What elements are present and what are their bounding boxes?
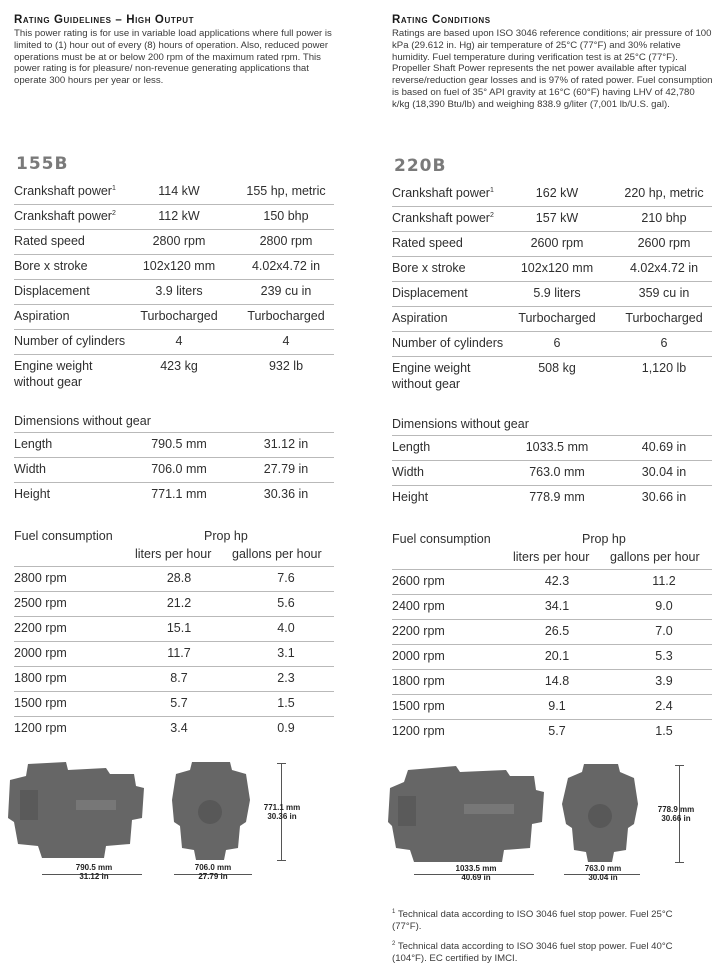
table-row: Displacement 3.9 liters 239 cu in (14, 280, 334, 305)
table-row: Height 778.9 mm 30.66 in (392, 490, 687, 504)
table-row: 2500 rpm 21.2 5.6 (14, 592, 334, 617)
table-row: 1800 rpm 14.8 3.9 (392, 670, 712, 695)
table-row: Bore x stroke 102x120 mm 4.02x4.72 in (392, 257, 712, 282)
specs-table-155b (14, 180, 334, 397)
table-row: Bore x stroke 102x120 mm 4.02x4.72 in (14, 255, 334, 280)
table-row: Engine weight without gear 508 kg 1,120 lb (392, 361, 687, 391)
height-dimension-label: 778.9 mm 30.66 in (657, 805, 695, 823)
dimensions-table-220b (392, 435, 712, 510)
model-title-155b: 155B (16, 154, 69, 174)
dimensions-title-155b: Dimensions without gear (14, 414, 151, 428)
width-dimension-label: 763.0 mm 30.04 in (584, 864, 622, 882)
table-row: Length 1033.5 mm 40.69 in (392, 436, 712, 461)
table-row: 2400 rpm 34.1 9.0 (392, 595, 712, 620)
table-row: Crankshaft power$^2$ 112 kW 150 bhp (14, 205, 334, 230)
table-row: Rated speed 2600 rpm 2600 rpm (392, 232, 712, 257)
table-row: 1800 rpm 8.7 2.3 (14, 667, 334, 692)
table-row: 2200 rpm 26.5 7.0 (392, 620, 712, 645)
engine-side-view-image (6, 760, 146, 860)
engine-diagram-155b (6, 758, 336, 888)
height-dimension-label: 771.1 mm 30.36 in (263, 803, 301, 821)
table-row: Height 771.1 mm 30.36 in (14, 487, 309, 501)
table-row: Engine weight without gear 423 kg 932 lb (14, 359, 304, 389)
model-title-220b: 220B (394, 156, 447, 176)
fuel-table-155b (14, 566, 334, 741)
length-dimension-label: 1033.5 mm 40.69 in (455, 864, 497, 882)
length-dimension-label: 790.5 mm 31.12 in (75, 863, 113, 881)
table-row: Crankshaft power$^1$ 162 kW 220 hp, metric (392, 182, 712, 207)
table-row: Width 763.0 mm 30.04 in (392, 461, 712, 486)
table-row: 2600 rpm 42.3 11.2 (392, 570, 712, 595)
table-row: 1200 rpm 3.4 0.9 (14, 721, 295, 735)
table-row: 1500 rpm 5.7 1.5 (14, 692, 334, 717)
table-row: 1200 rpm 5.7 1.5 (392, 724, 673, 738)
table-row: Aspiration Turbocharged Turbocharged (392, 307, 712, 332)
table-row: Width 706.0 mm 27.79 in (14, 458, 334, 483)
specs-table-220b (392, 182, 712, 399)
footnote-2: $^2$ Technical data according to ISO 3046 fuel stop power. Fuel 40°C (104°F). EC certified by IMCI. (392, 941, 673, 965)
engine-diagram-220b (386, 760, 716, 890)
table-row: Displacement 5.9 liters 359 cu in (392, 282, 712, 307)
table-row: 2000 rpm 11.7 3.1 (14, 642, 334, 667)
rating-conditions-title: Rating Conditions (392, 14, 491, 26)
rating-conditions-text: Ratings are based upon ISO 3046 reference conditions; air pressure of 100 kPa (29.612 in. Hg) air temperature of 25°C (77°F) and 30% relative humidity. Fuel temperature during verification test is at 25°C (77°F). Propeller Shaft Power represents the net power available after typical reverse/reduction gear losses and is 97% of rated power. Fuel consumption is based on fuel of 35° API gravity at 16°C (60°F) having LHV of 42,780 k/kg (18,390 Btu/lb) and weighing 838.9 g/liter (7,001 lb/U.S. gal). (392, 28, 713, 110)
footnote-1: $^1$ Technical data according to ISO 3046 fuel stop power. Fuel 25°C (77°F). (392, 909, 673, 933)
fuel-table-220b (392, 569, 712, 744)
table-row: Length 790.5 mm 31.12 in (14, 433, 334, 458)
dimensions-table-155b (14, 432, 334, 507)
rating-guidelines-text: This power rating is for use in variable load applications where full power is limited to (1) hour out of every (8) hours of operation. Also, reduced power operations must be at or below 200 rpm of the maximum rated rpm. This power rating is for pleasure/ non-revenue generating applications that operate 300 hours per year or less. (14, 28, 332, 87)
table-row: Crankshaft power$^1$ 114 kW 155 hp, metric (14, 180, 334, 205)
table-row: Crankshaft power$^2$ 157 kW 210 bhp (392, 207, 712, 232)
dimensions-title-220b: Dimensions without gear (392, 417, 529, 431)
engine-front-view-image (560, 762, 640, 864)
table-row: 2000 rpm 20.1 5.3 (392, 645, 712, 670)
table-row: Number of cylinders 6 6 (392, 332, 712, 357)
width-dimension-label: 706.0 mm 27.79 in (194, 863, 232, 881)
rating-guidelines-title: Rating Guidelines – High Output (14, 14, 195, 26)
table-row: Number of cylinders 4 4 (14, 330, 334, 355)
engine-side-view-image (386, 762, 546, 864)
table-row: Rated speed 2800 rpm 2800 rpm (14, 230, 334, 255)
table-row: 2800 rpm 28.8 7.6 (14, 567, 334, 592)
table-row: 2200 rpm 15.1 4.0 (14, 617, 334, 642)
table-row: 1500 rpm 9.1 2.4 (392, 695, 712, 720)
table-row: Aspiration Turbocharged Turbocharged (14, 305, 334, 330)
engine-front-view-image (170, 760, 252, 862)
